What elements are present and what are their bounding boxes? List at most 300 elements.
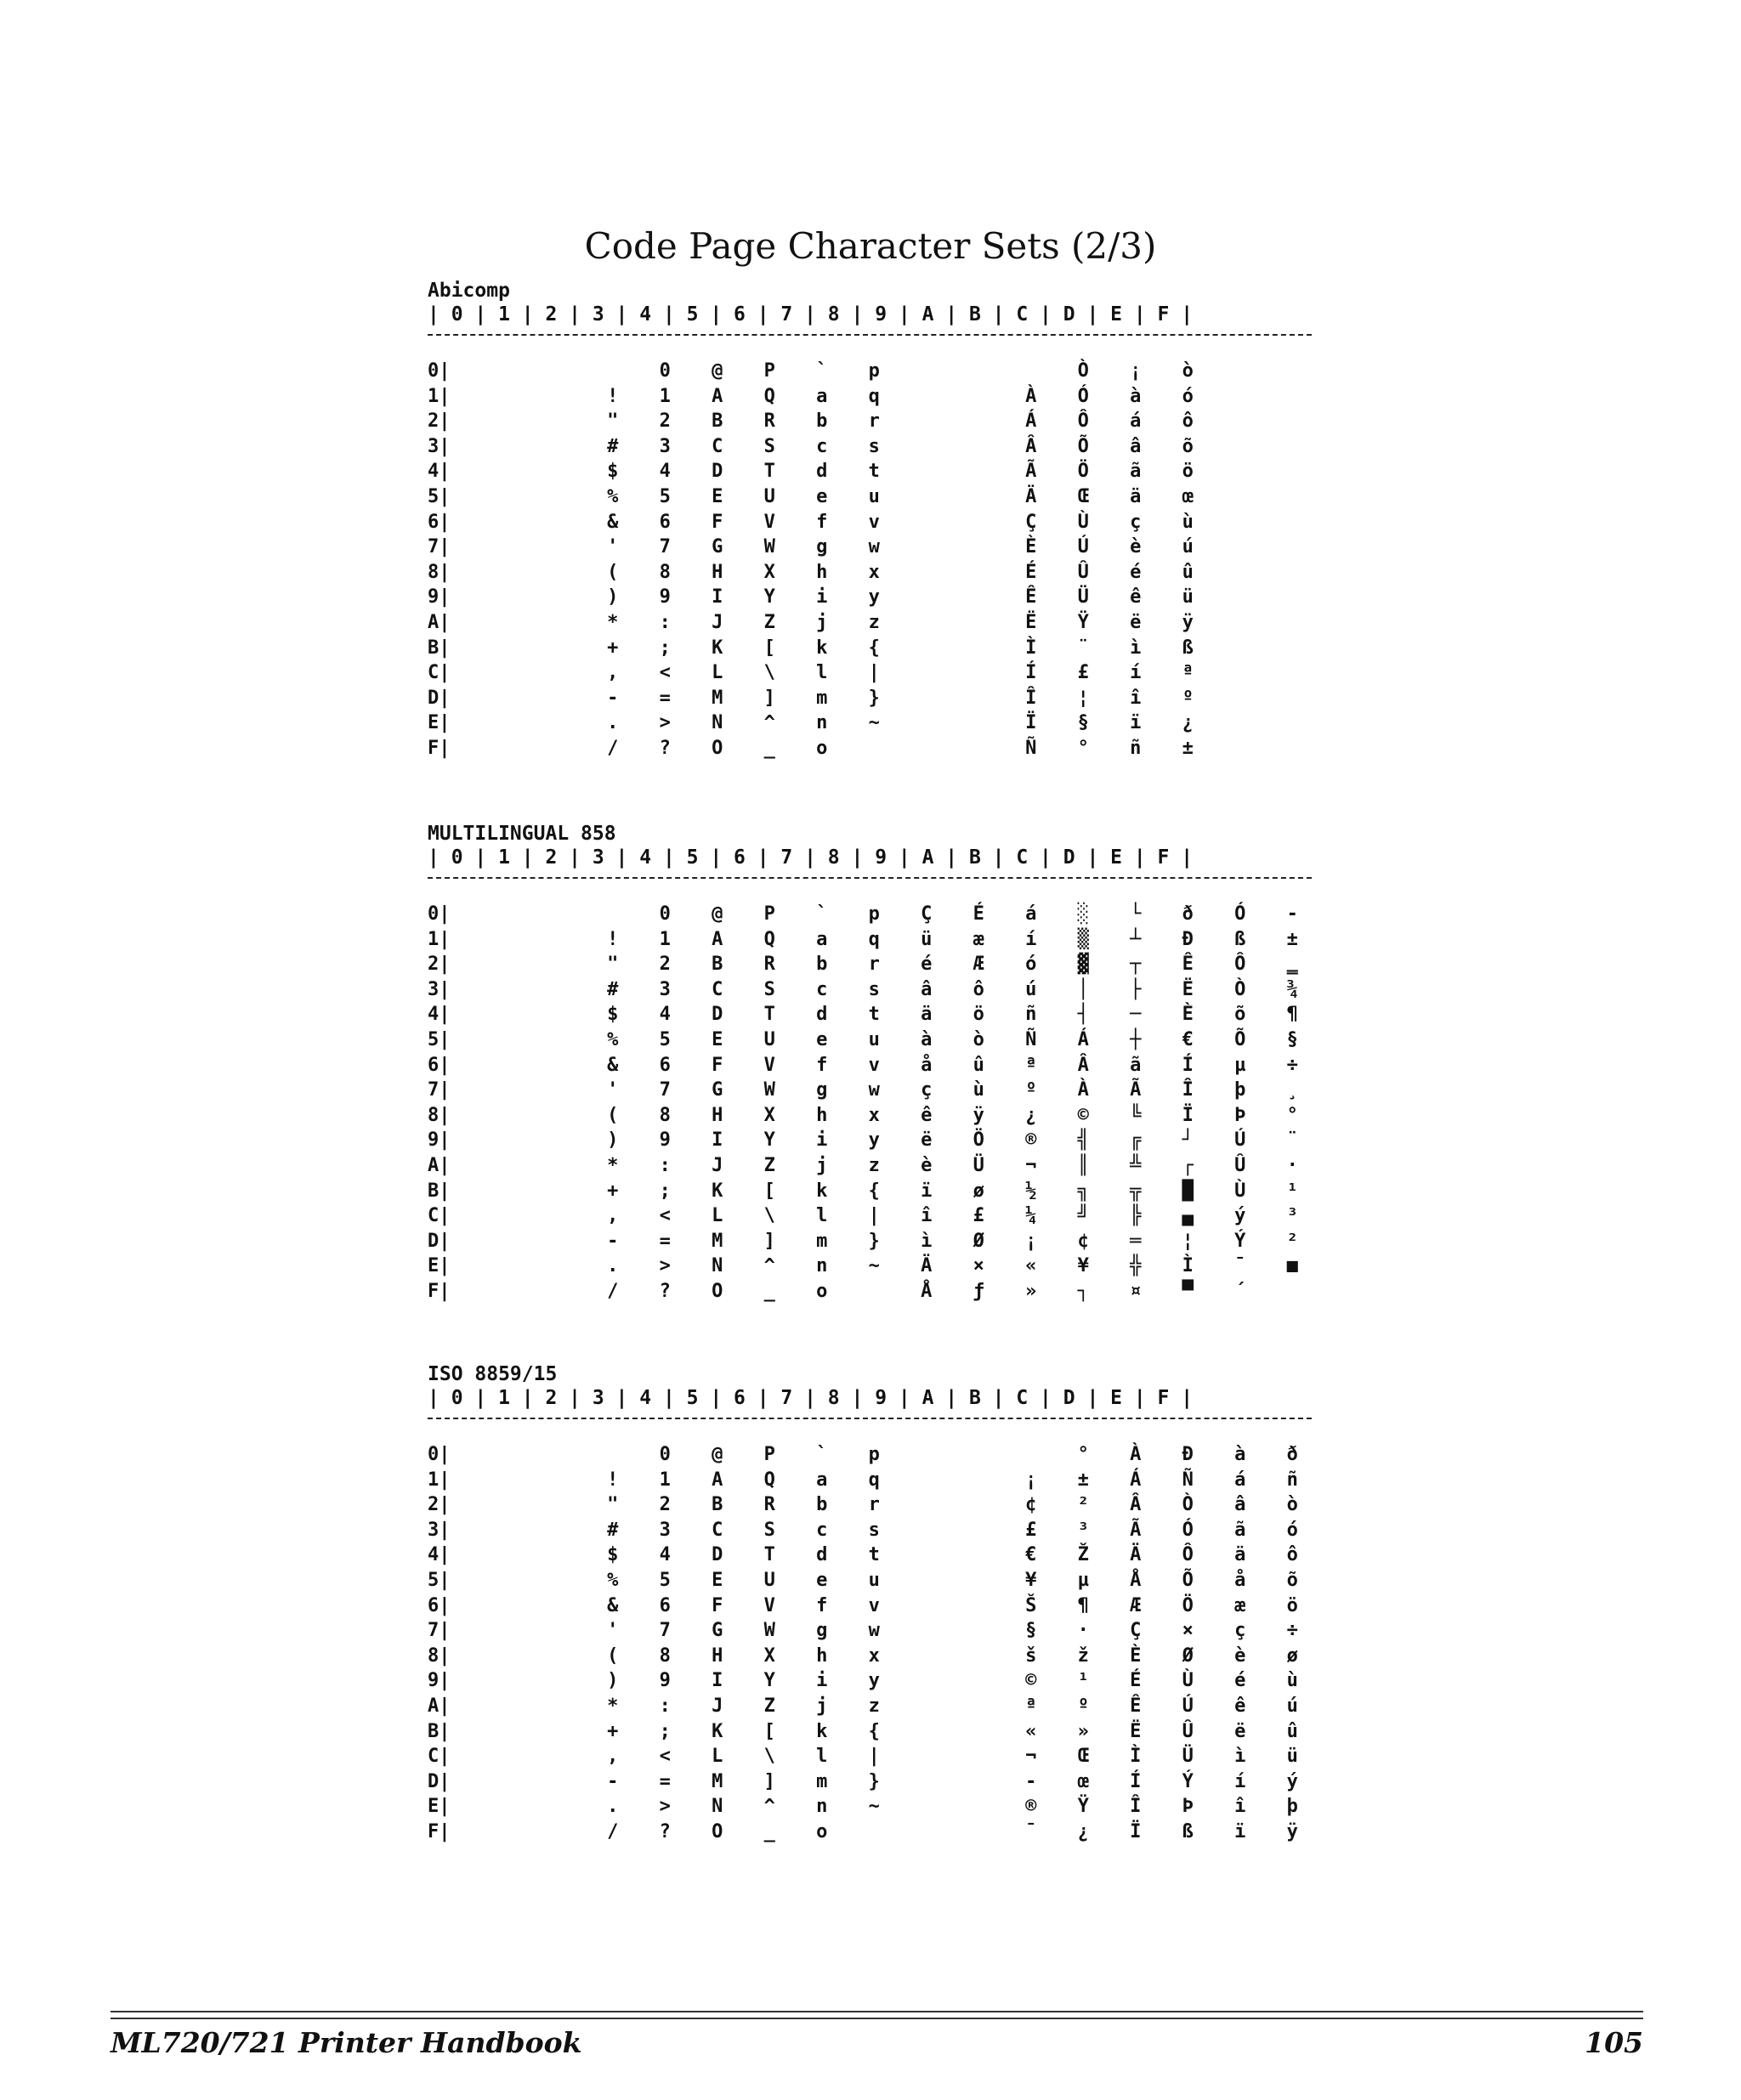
char-cell: 3 bbox=[659, 978, 671, 1000]
char-cell: É bbox=[1130, 1670, 1142, 1692]
char-cell: Ð bbox=[1182, 1444, 1194, 1465]
char-cell bbox=[482, 484, 535, 510]
char-cell: û bbox=[1182, 561, 1194, 583]
char-cell: 6 bbox=[659, 511, 671, 533]
char-cell: * bbox=[607, 611, 619, 633]
char-cell: ® bbox=[1025, 1129, 1037, 1152]
char-cell: ┤ bbox=[1077, 1004, 1089, 1026]
char-cell bbox=[535, 585, 587, 610]
char-cell bbox=[1214, 660, 1267, 686]
char-cell: ñ bbox=[1130, 737, 1142, 759]
char-cell: j bbox=[816, 1695, 828, 1717]
char-cell: ø bbox=[973, 1180, 984, 1202]
char-cell: Ã bbox=[1025, 461, 1037, 483]
char-cell: / bbox=[607, 1820, 619, 1842]
char-cell: % bbox=[607, 1569, 619, 1591]
char-cell: ) bbox=[607, 586, 619, 608]
char-cell bbox=[900, 535, 953, 560]
char-cell: 1 bbox=[659, 928, 671, 950]
char-cell bbox=[482, 359, 535, 384]
char-cell: ¡ bbox=[1025, 1230, 1037, 1252]
char-cell: ª bbox=[1025, 1695, 1037, 1717]
char-cell: ^ bbox=[763, 1796, 775, 1818]
char-cell: [ bbox=[763, 1180, 775, 1202]
char-cell bbox=[535, 1769, 587, 1795]
char-cell: [ bbox=[763, 637, 775, 659]
char-cell: + bbox=[607, 1720, 619, 1742]
char-cell: ╝ bbox=[1077, 1205, 1089, 1227]
char-cell: © bbox=[1077, 1104, 1089, 1126]
char-cell: 9 bbox=[659, 1670, 671, 1692]
char-cell: ð bbox=[1182, 903, 1194, 925]
char-cell: J bbox=[712, 1695, 723, 1717]
char-cell: P bbox=[763, 360, 775, 382]
char-cell bbox=[1267, 359, 1319, 384]
char-cell bbox=[535, 1053, 587, 1078]
row-label: A| bbox=[428, 1695, 451, 1717]
char-cell: Ê bbox=[1130, 1695, 1142, 1717]
char-cell: 9 bbox=[659, 1129, 671, 1152]
char-cell: . bbox=[607, 712, 619, 734]
char-cell: A bbox=[712, 385, 723, 407]
char-cell: I bbox=[712, 586, 723, 608]
char-cell: L bbox=[712, 662, 723, 684]
char-cell: Þ bbox=[1182, 1796, 1194, 1818]
char-cell: Æ bbox=[973, 954, 984, 976]
char-cell: x bbox=[868, 1644, 880, 1667]
char-cell: ó bbox=[1182, 385, 1194, 407]
char-cell bbox=[482, 434, 535, 460]
char-cell: i bbox=[816, 1129, 828, 1152]
char-cell: N bbox=[712, 1796, 723, 1818]
char-cell: ¹ bbox=[1286, 1180, 1298, 1202]
char-cell bbox=[1214, 736, 1267, 761]
char-cell: ] bbox=[763, 1230, 775, 1252]
char-cell: w bbox=[868, 1079, 880, 1101]
char-cell bbox=[535, 1593, 587, 1619]
char-cell bbox=[1214, 359, 1267, 384]
char-cell bbox=[1267, 409, 1319, 434]
char-cell: $ bbox=[607, 461, 619, 483]
char-cell bbox=[900, 1518, 953, 1543]
char-cell: Í bbox=[1182, 1054, 1194, 1076]
char-cell: â bbox=[1130, 435, 1142, 457]
char-cell: œ bbox=[1077, 1770, 1089, 1792]
char-cell: > bbox=[659, 1255, 671, 1277]
char-cell: M bbox=[712, 1770, 723, 1792]
column-header: | 0 | 1 | 2 | 3 | 4 | 5 | 6 | 7 | 8 | 9 | A | B | C | D | E | F | bbox=[428, 846, 1194, 869]
char-cell bbox=[848, 1820, 901, 1845]
row-label: 2| bbox=[428, 1494, 451, 1516]
char-cell bbox=[535, 510, 587, 535]
char-cell bbox=[953, 1744, 1006, 1769]
char-cell: ! bbox=[607, 928, 619, 950]
char-cell: ` bbox=[816, 360, 828, 382]
char-cell bbox=[953, 710, 1006, 736]
char-cell: « bbox=[1025, 1720, 1037, 1742]
char-cell: E bbox=[712, 1569, 723, 1591]
char-cell bbox=[535, 1103, 587, 1129]
char-cell bbox=[535, 1203, 587, 1229]
char-cell bbox=[482, 510, 535, 535]
char-cell: œ bbox=[1182, 485, 1194, 507]
char-cell bbox=[1214, 686, 1267, 711]
char-cell: î bbox=[921, 1205, 933, 1227]
char-cell: o bbox=[816, 1820, 828, 1842]
char-cell: ú bbox=[1286, 1695, 1298, 1717]
char-cell: à bbox=[921, 1028, 933, 1050]
char-cell: ò bbox=[1286, 1494, 1298, 1516]
char-cell: ß bbox=[1182, 637, 1194, 659]
char-cell: è bbox=[1130, 536, 1142, 558]
char-cell bbox=[535, 1719, 587, 1745]
char-cell: * bbox=[607, 1154, 619, 1176]
char-cell: ° bbox=[1077, 1444, 1089, 1465]
char-cell: ª bbox=[1182, 662, 1194, 684]
char-cell: î bbox=[1130, 687, 1142, 709]
char-cell: ö bbox=[1286, 1594, 1298, 1616]
char-cell: y bbox=[868, 586, 880, 608]
char-cell: Á bbox=[1130, 1469, 1142, 1491]
char-cell bbox=[482, 409, 535, 434]
char-cell: y bbox=[868, 1129, 880, 1152]
char-cell bbox=[1267, 510, 1319, 535]
char-cell: Ì bbox=[1025, 637, 1037, 659]
row-label: E| bbox=[428, 1255, 451, 1277]
char-cell: ¶ bbox=[1286, 1004, 1298, 1026]
char-cell: < bbox=[659, 1746, 671, 1768]
char-cell: Ä bbox=[921, 1255, 933, 1277]
char-cell bbox=[482, 1279, 535, 1305]
char-cell: w bbox=[868, 1620, 880, 1642]
char-cell: i bbox=[816, 1670, 828, 1692]
char-cell: Ç bbox=[1025, 511, 1037, 533]
char-cell: ¯ bbox=[1025, 1820, 1037, 1842]
char-cell: á bbox=[1130, 410, 1142, 433]
char-cell bbox=[1214, 384, 1267, 410]
char-cell: X bbox=[763, 1644, 775, 1667]
char-cell bbox=[482, 1794, 535, 1820]
row-label: E| bbox=[428, 1796, 451, 1818]
char-cell: é bbox=[1234, 1670, 1246, 1692]
char-cell: t bbox=[868, 1004, 880, 1026]
char-cell bbox=[953, 1593, 1006, 1619]
char-cell: Ü bbox=[1077, 586, 1089, 608]
char-cell: X bbox=[763, 1104, 775, 1126]
char-cell: ¤ bbox=[1130, 1280, 1142, 1302]
char-cell: < bbox=[659, 1205, 671, 1227]
char-cell: d bbox=[816, 1004, 828, 1026]
char-cell: ─ bbox=[1130, 1004, 1142, 1026]
char-cell bbox=[1214, 434, 1267, 460]
char-cell: R bbox=[763, 1494, 775, 1516]
char-cell: ` bbox=[816, 1444, 828, 1465]
char-cell: # bbox=[607, 1519, 619, 1541]
char-cell bbox=[900, 736, 953, 761]
char-cell: w bbox=[868, 536, 880, 558]
char-cell: ý bbox=[1234, 1205, 1246, 1227]
char-cell bbox=[953, 1769, 1006, 1795]
char-cell: t bbox=[868, 461, 880, 483]
char-cell: ï bbox=[1234, 1820, 1246, 1842]
char-cell: þ bbox=[1234, 1079, 1246, 1101]
char-cell: k bbox=[816, 1720, 828, 1742]
char-cell bbox=[953, 1794, 1006, 1820]
char-cell: ° bbox=[1077, 737, 1089, 759]
char-cell: ¬ bbox=[1025, 1154, 1037, 1176]
char-cell: ï bbox=[1130, 712, 1142, 734]
char-cell: < bbox=[659, 662, 671, 684]
char-cell: Ü bbox=[973, 1154, 984, 1176]
char-cell: ñ bbox=[1286, 1469, 1298, 1491]
row-label: F| bbox=[428, 737, 451, 759]
char-cell: ; bbox=[659, 1720, 671, 1742]
row-label: 3| bbox=[428, 978, 451, 1000]
char-cell: Ó bbox=[1077, 385, 1089, 407]
char-cell: Ú bbox=[1077, 536, 1089, 558]
char-cell: - bbox=[607, 1770, 619, 1792]
char-cell bbox=[587, 902, 639, 927]
char-cell: Ä bbox=[1130, 1544, 1142, 1566]
char-cell: Ð bbox=[1182, 928, 1194, 950]
row-label: 4| bbox=[428, 461, 451, 483]
char-cell: Å bbox=[1130, 1569, 1142, 1591]
char-cell: , bbox=[607, 1746, 619, 1768]
char-cell: H bbox=[712, 1644, 723, 1667]
char-cell: ð bbox=[1286, 1444, 1298, 1465]
char-cell bbox=[482, 1820, 535, 1845]
char-cell bbox=[482, 1078, 535, 1103]
char-cell: ! bbox=[607, 1469, 619, 1491]
header-divider bbox=[428, 877, 1312, 879]
char-cell bbox=[482, 1229, 535, 1254]
char-cell: e bbox=[816, 1028, 828, 1050]
char-cell: u bbox=[868, 485, 880, 507]
row-label: 5| bbox=[428, 485, 451, 507]
char-cell: ╔ bbox=[1130, 1129, 1142, 1152]
char-cell bbox=[535, 409, 587, 434]
row-label: D| bbox=[428, 1770, 451, 1792]
char-cell bbox=[482, 1694, 535, 1719]
char-cell: l bbox=[816, 1746, 828, 1768]
char-cell: ▀ bbox=[1182, 1280, 1194, 1302]
char-cell: ? bbox=[659, 1280, 671, 1302]
char-cell: Ë bbox=[1130, 1720, 1142, 1742]
char-cell: Z bbox=[763, 1154, 775, 1176]
char-cell: f bbox=[816, 1054, 828, 1076]
char-cell: Q bbox=[763, 385, 775, 407]
char-cell: ├ bbox=[1130, 978, 1142, 1000]
char-cell: _ bbox=[763, 1820, 775, 1842]
char-cell: O bbox=[712, 1280, 723, 1302]
char-cell: ÷ bbox=[1286, 1054, 1298, 1076]
char-cell: Û bbox=[1234, 1154, 1246, 1176]
char-cell: ® bbox=[1025, 1796, 1037, 1818]
char-cell: v bbox=[868, 1594, 880, 1616]
row-label: 0| bbox=[428, 360, 451, 382]
char-cell: - bbox=[607, 1230, 619, 1252]
char-cell: D bbox=[712, 1544, 723, 1566]
char-cell: Ü bbox=[1182, 1746, 1194, 1768]
char-cell: Ë bbox=[1182, 978, 1194, 1000]
char-cell: ¾ bbox=[1286, 978, 1298, 1000]
char-cell: ¯ bbox=[1234, 1255, 1246, 1277]
char-cell: ( bbox=[607, 1104, 619, 1126]
char-cell: $ bbox=[607, 1004, 619, 1026]
char-cell: # bbox=[607, 978, 619, 1000]
char-cell bbox=[482, 1442, 535, 1468]
char-cell: ä bbox=[1234, 1544, 1246, 1566]
char-cell: Ù bbox=[1077, 511, 1089, 533]
char-cell bbox=[900, 409, 953, 434]
char-cell: Ô bbox=[1182, 1544, 1194, 1566]
char-cell bbox=[535, 384, 587, 410]
char-cell: _ bbox=[763, 737, 775, 759]
char-cell: ñ bbox=[1025, 1004, 1037, 1026]
char-cell: c bbox=[816, 1519, 828, 1541]
char-cell: Ù bbox=[1234, 1180, 1246, 1202]
char-cell bbox=[953, 610, 1006, 636]
char-cell: b bbox=[816, 410, 828, 433]
char-cell bbox=[482, 636, 535, 661]
char-cell: H bbox=[712, 561, 723, 583]
char-cell bbox=[953, 1492, 1006, 1518]
char-cell: ú bbox=[1025, 978, 1037, 1000]
page-number: 105 bbox=[1585, 2026, 1643, 2059]
char-cell: ÿ bbox=[1182, 611, 1194, 633]
char-cell: @ bbox=[712, 1444, 723, 1465]
char-cell: à bbox=[1130, 385, 1142, 407]
char-cell: ) bbox=[607, 1129, 619, 1152]
char-cell: k bbox=[816, 637, 828, 659]
char-cell: « bbox=[1025, 1255, 1037, 1277]
char-cell bbox=[482, 1492, 535, 1518]
char-cell: ╦ bbox=[1130, 1180, 1142, 1202]
char-cell: R bbox=[763, 410, 775, 433]
row-label: 0| bbox=[428, 903, 451, 925]
char-cell: ^ bbox=[763, 1255, 775, 1277]
char-cell: y bbox=[868, 1670, 880, 1692]
char-cell bbox=[482, 585, 535, 610]
char-cell: ┐ bbox=[1077, 1280, 1089, 1302]
char-cell bbox=[482, 660, 535, 686]
row-label: 1| bbox=[428, 1469, 451, 1491]
charset-table-multilingual-858 bbox=[428, 821, 1312, 1314]
char-cell: @ bbox=[712, 903, 723, 925]
char-cell bbox=[1214, 610, 1267, 636]
char-cell: è bbox=[921, 1154, 933, 1176]
char-cell: ░ bbox=[1077, 903, 1089, 925]
char-cell bbox=[848, 1279, 901, 1305]
char-cell bbox=[900, 1568, 953, 1593]
char-cell bbox=[900, 384, 953, 410]
char-cell: Ä bbox=[1025, 485, 1037, 507]
char-cell: ¥ bbox=[1025, 1569, 1037, 1591]
char-cell: n bbox=[816, 1255, 828, 1277]
char-cell bbox=[848, 736, 901, 761]
char-cell: € bbox=[1182, 1028, 1194, 1050]
char-cell: + bbox=[607, 1180, 619, 1202]
char-cell bbox=[482, 1027, 535, 1053]
row-label: 6| bbox=[428, 1594, 451, 1616]
char-cell: ç bbox=[1130, 511, 1142, 533]
char-cell: ! bbox=[607, 385, 619, 407]
char-cell: ; bbox=[659, 637, 671, 659]
char-cell: O bbox=[712, 737, 723, 759]
char-cell: ß bbox=[1182, 1820, 1194, 1842]
char-cell: ¿ bbox=[1025, 1104, 1037, 1126]
char-cell: À bbox=[1025, 385, 1037, 407]
char-cell: K bbox=[712, 1720, 723, 1742]
row-label: 0| bbox=[428, 1444, 451, 1465]
char-cell: + bbox=[607, 637, 619, 659]
char-cell: q bbox=[868, 1469, 880, 1491]
char-cell: ÷ bbox=[1286, 1620, 1298, 1642]
char-cell: £ bbox=[1025, 1519, 1037, 1541]
char-cell: û bbox=[973, 1054, 984, 1076]
char-cell: º bbox=[1077, 1695, 1089, 1717]
char-cell: h bbox=[816, 561, 828, 583]
char-cell: ó bbox=[1286, 1519, 1298, 1541]
char-cell: Â bbox=[1130, 1494, 1142, 1516]
char-cell bbox=[953, 1568, 1006, 1593]
char-cell: º bbox=[1182, 687, 1194, 709]
char-cell: ô bbox=[973, 978, 984, 1000]
char-cell: Ã bbox=[1130, 1079, 1142, 1101]
char-cell: Ò bbox=[1182, 1494, 1194, 1516]
char-cell: € bbox=[1025, 1544, 1037, 1566]
char-cell: A bbox=[712, 1469, 723, 1491]
char-cell bbox=[900, 585, 953, 610]
char-cell: b bbox=[816, 1494, 828, 1516]
char-cell bbox=[900, 610, 953, 636]
char-cell: Ž bbox=[1077, 1544, 1089, 1566]
char-cell: k bbox=[816, 1180, 828, 1202]
char-cell bbox=[1267, 459, 1319, 484]
char-cell: § bbox=[1077, 712, 1089, 734]
char-cell bbox=[900, 459, 953, 484]
char-cell: │ bbox=[1077, 978, 1089, 1000]
char-cell: l bbox=[816, 662, 828, 684]
char-cell: % bbox=[607, 485, 619, 507]
char-cell: } bbox=[868, 687, 880, 709]
char-cell: j bbox=[816, 1154, 828, 1176]
row-label: 6| bbox=[428, 511, 451, 533]
char-cell: ¶ bbox=[1077, 1594, 1089, 1616]
char-cell: = bbox=[659, 1230, 671, 1252]
char-cell: m bbox=[816, 1230, 828, 1252]
char-cell: © bbox=[1025, 1670, 1037, 1692]
char-cell: d bbox=[816, 1544, 828, 1566]
char-cell: e bbox=[816, 1569, 828, 1591]
char-cell: D bbox=[712, 1004, 723, 1026]
char-cell bbox=[482, 1644, 535, 1669]
char-cell: ì bbox=[1130, 637, 1142, 659]
char-cell: ß bbox=[1234, 928, 1246, 950]
char-cell bbox=[1267, 535, 1319, 560]
char-cell bbox=[535, 1644, 587, 1669]
char-cell bbox=[1214, 484, 1267, 510]
char-cell: 6 bbox=[659, 1594, 671, 1616]
char-cell bbox=[953, 1668, 1006, 1694]
char-cell: ═ bbox=[1130, 1230, 1142, 1252]
char-cell: ï bbox=[921, 1180, 933, 1202]
char-cell: | bbox=[868, 1205, 880, 1227]
char-cell: â bbox=[921, 978, 933, 1000]
char-cell bbox=[482, 902, 535, 927]
row-label: 1| bbox=[428, 928, 451, 950]
row-label: 8| bbox=[428, 561, 451, 583]
